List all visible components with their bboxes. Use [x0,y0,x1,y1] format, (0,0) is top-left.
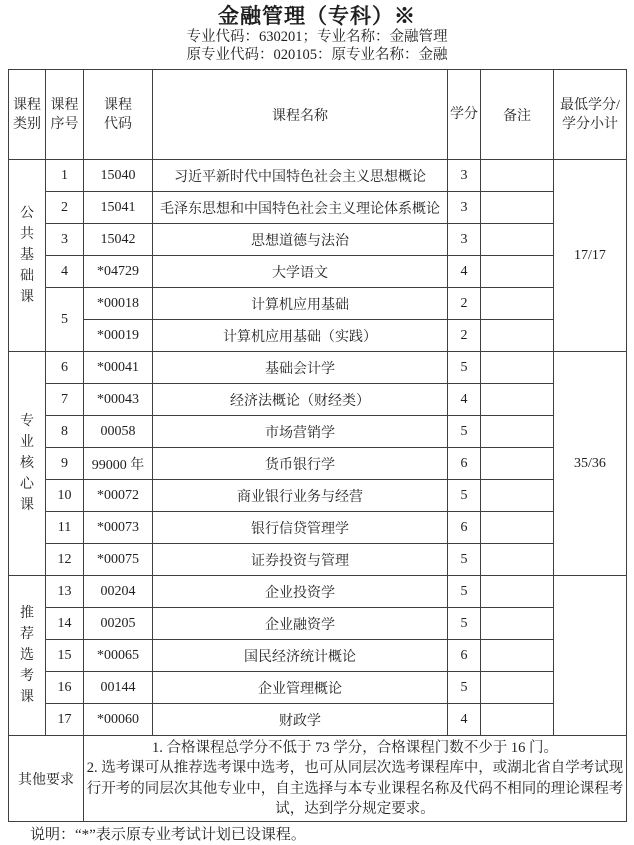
course-remark [481,384,554,416]
course-name: 计算机应用基础（实践） [153,320,448,352]
course-name: 大学语文 [153,256,448,288]
course-code: *00073 [84,512,153,544]
course-code: *00041 [84,352,153,384]
course-seq: 10 [46,480,84,512]
other-requirements-label: 其他要求 [9,736,84,822]
course-remark [481,544,554,576]
course-name: 经济法概论（财经类） [153,384,448,416]
course-remark [481,416,554,448]
course-credits: 3 [448,160,481,192]
course-seq: 2 [46,192,84,224]
course-name: 商业银行业务与经营 [153,480,448,512]
course-name: 基础会计学 [153,352,448,384]
header-seq: 课程序号 [46,70,84,160]
course-remark [481,320,554,352]
course-code: *00072 [84,480,153,512]
course-code: *00060 [84,704,153,736]
course-name: 计算机应用基础 [153,288,448,320]
course-seq: 4 [46,256,84,288]
course-credits: 5 [448,608,481,640]
category-cell-public-basic: 公共基础课 [9,160,46,352]
table-row [9,576,627,608]
header-credits: 学分 [448,70,481,160]
course-name: 市场营销学 [153,416,448,448]
course-code: *00018 [84,288,153,320]
major-code-line: 专业代码：630201；专业名称：金融管理 [186,29,448,45]
course-seq: 14 [46,608,84,640]
other-requirement-item-1: 1. 合格课程总学分不低于 73 学分，合格课程门数不少于 16 门。 [152,739,558,756]
course-credits: 6 [448,512,481,544]
course-name: 国民经济统计概论 [153,640,448,672]
course-credits: 5 [448,576,481,608]
course-name: 证券投资与管理 [153,544,448,576]
other-requirements-text [84,736,627,822]
course-code: 00204 [84,576,153,608]
table-row [9,160,627,192]
course-seq: 8 [46,416,84,448]
table-header-row [9,70,627,160]
min-credits-cell [554,576,627,736]
table-row [9,640,627,672]
course-seq: 6 [46,352,84,384]
table-row [9,512,627,544]
course-seq: 17 [46,704,84,736]
course-remark [481,640,554,672]
course-seq: 15 [46,640,84,672]
course-remark [481,512,554,544]
course-name: 财政学 [153,704,448,736]
course-remark [481,608,554,640]
course-remark [481,704,554,736]
course-credits: 2 [448,288,481,320]
course-remark [481,192,554,224]
course-name: 毛泽东思想和中国特色社会主义理论体系概论 [153,192,448,224]
course-credits: 6 [448,448,481,480]
course-seq: 1 [46,160,84,192]
course-credits: 4 [448,384,481,416]
course-code: *00065 [84,640,153,672]
course-code: *00019 [84,320,153,352]
course-remark [481,576,554,608]
table-row [9,480,627,512]
course-name: 货币银行学 [153,448,448,480]
course-name: 习近平新时代中国特色社会主义思想概论 [153,160,448,192]
course-code: 00058 [84,416,153,448]
course-code: *00075 [84,544,153,576]
course-seq: 3 [46,224,84,256]
course-code: 00205 [84,608,153,640]
course-code: 15040 [84,160,153,192]
category-cell-core: 专业核心课 [9,352,46,576]
course-remark [481,352,554,384]
course-credits: 4 [448,704,481,736]
course-name: 企业管理概论 [153,672,448,704]
course-credits: 4 [448,256,481,288]
course-code: 15042 [84,224,153,256]
footnote: 说明：“*”表示原专业考试计划已设课程。 [30,827,306,843]
table-row [9,320,627,352]
course-credits: 2 [448,320,481,352]
course-credits: 5 [448,480,481,512]
course-name: 银行信贷管理学 [153,512,448,544]
table-row [9,544,627,576]
course-code: *00043 [84,384,153,416]
category-cell-elective: 推荐选考课 [9,576,46,736]
min-credits-cell: 35/36 [554,352,627,576]
course-code: 99000 年 [84,448,153,480]
course-code: 00144 [84,672,153,704]
course-remark [481,160,554,192]
table-row [9,384,627,416]
table-row [9,416,627,448]
course-credits: 3 [448,224,481,256]
course-seq: 5 [46,288,84,352]
course-name: 企业融资学 [153,608,448,640]
table-row [9,608,627,640]
course-seq: 12 [46,544,84,576]
table-row [9,704,627,736]
min-credits-cell: 17/17 [554,160,627,352]
table-row [9,448,627,480]
header-remark: 备注 [481,70,554,160]
header-name: 课程名称 [153,70,448,160]
other-requirement-item-2: 2. 选考课可从推荐选考课中选考，也可从同层次选考课程库中，或湖北省自学考试现行开考的同层次其他专业中，自主选择与本专业课程名称及代码不相同的理论课程考试，达到学分规定要求。 [86,760,624,817]
table-row [9,224,627,256]
original-major-code-line: 原专业代码：020105：原专业名称：金融 [186,46,448,63]
course-credits: 5 [448,416,481,448]
course-remark [481,480,554,512]
table-row [9,672,627,704]
course-remark [481,224,554,256]
course-seq: 16 [46,672,84,704]
course-name: 思想道德与法治 [153,224,448,256]
course-remark [481,288,554,320]
table-row [9,256,627,288]
course-name: 企业投资学 [153,576,448,608]
course-credits: 5 [448,544,481,576]
course-code: *04729 [84,256,153,288]
header-category: 课程类别 [9,70,46,160]
course-credits: 5 [448,352,481,384]
course-seq: 11 [46,512,84,544]
course-seq: 7 [46,384,84,416]
table-row [9,192,627,224]
course-remark [481,672,554,704]
course-remark [481,256,554,288]
course-credits: 6 [448,640,481,672]
header-code: 课程代码 [84,70,153,160]
page-title: 金融管理（专科）※ [218,4,416,28]
course-remark [481,448,554,480]
course-credits: 5 [448,672,481,704]
course-seq: 13 [46,576,84,608]
course-credits: 3 [448,192,481,224]
header-min-credits: 最低学分/学分小计 [554,70,627,160]
table-row [9,352,627,384]
course-plan-table [8,69,627,822]
course-code: 15041 [84,192,153,224]
other-requirements-row [9,736,627,822]
course-seq: 9 [46,448,84,480]
table-row [9,288,627,320]
